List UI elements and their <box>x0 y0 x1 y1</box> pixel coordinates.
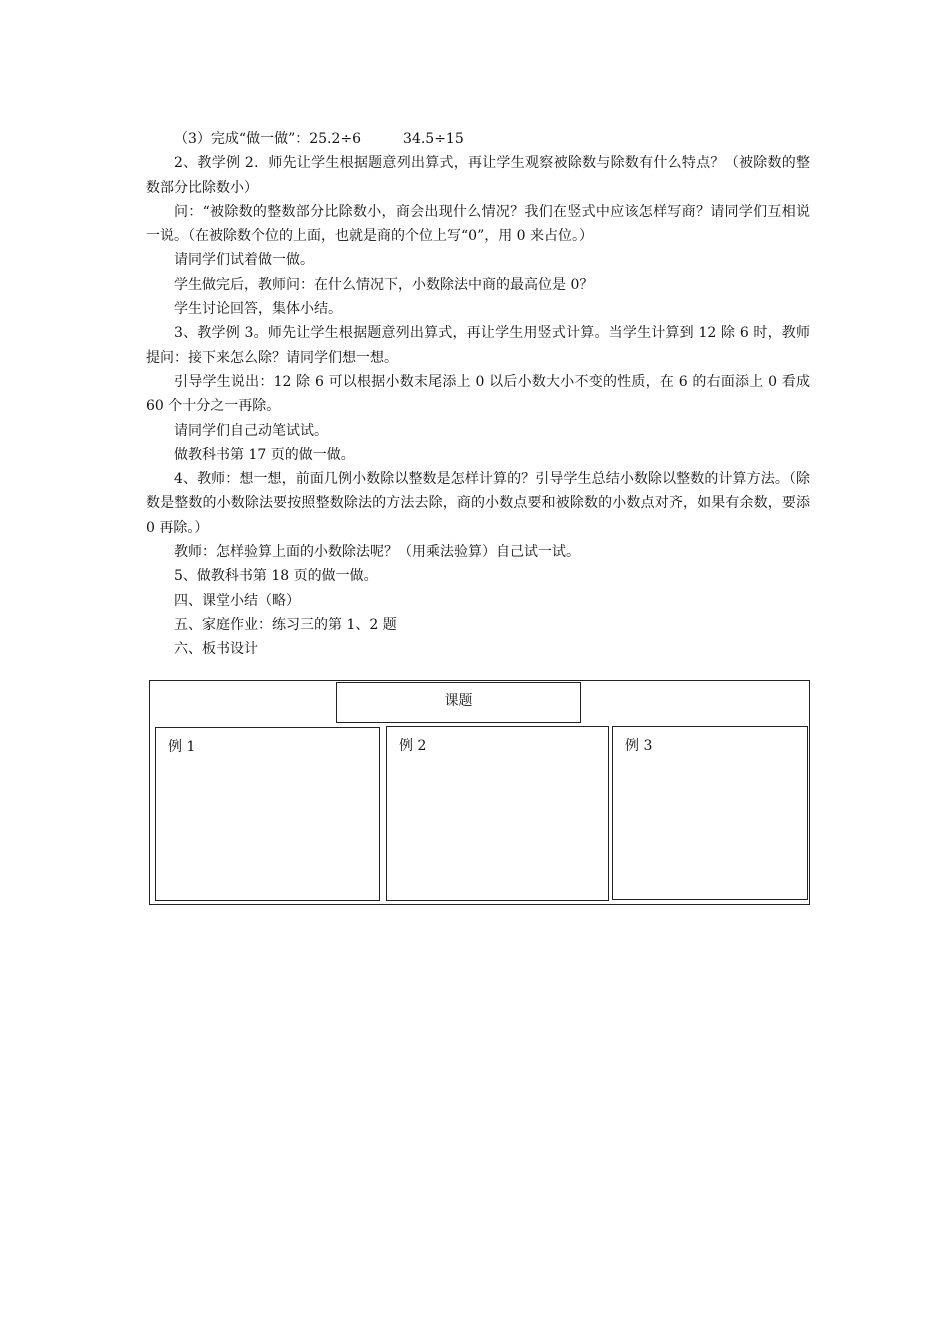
lesson-body <box>146 127 810 662</box>
board-example-3 <box>612 726 808 900</box>
paragraph-exercise-3: （3）完成“做一做”：25.2÷6 34.5÷15 <box>174 131 464 147</box>
paragraph-example-3: 3、教学例 3。师先让学生根据题意列出算式，再让学生用竖式计算。当学生计算到 12 除 6 时，教师提问：接下来怎么除？请同学们想一想。 <box>146 325 810 366</box>
board-example-3-label: 例 3 <box>625 738 653 754</box>
heading-class-summary: 四、课堂小结（略） <box>174 592 300 609</box>
paragraph-example-2: 2、教学例 2．师先让学生根据题意列出算式，再让学生观察被除数与除数有什么特点？（被除数的整数部分比除数小） <box>146 155 810 196</box>
blackboard-design <box>149 680 810 905</box>
board-title: 课题 <box>336 682 581 723</box>
paragraph-self-try: 请同学们自己动笔试试。 <box>174 422 328 439</box>
paragraph-discussion: 学生讨论回答，集体小结。 <box>174 301 342 318</box>
heading-board-design: 六、板书设计 <box>174 641 258 658</box>
paragraph-summary-method: 4、教师：想一想，前面几例小数除以整数是怎样计算的？引导学生总结小数除以整数的计算方法。（除数是整数的小数除法要按照整数除法的方法去除，商的小数点要和被除数的小数点对齐，如果有余数，要添 0 再除。） <box>146 471 810 536</box>
paragraph-teacher-ask: 学生做完后，教师问：在什么情况下，小数除法中商的最高位是 0？ <box>174 276 594 293</box>
paragraph-guide: 引导学生说出：12 除 6 可以根据小数末尾添上 0 以后小数大小不变的性质，在 6 的右面添上 0 看成 60 个十分之一再除。 <box>146 373 810 415</box>
board-example-1-label: 例 1 <box>168 739 196 755</box>
paragraph-textbook-18: 5、做教科书第 18 页的做一做。 <box>174 568 378 585</box>
paragraph-question: 问：“被除数的整数部分比除数小，商会出现什么情况？我们在竖式中应该怎样写商？请同学们互相说一说。（在被除数个位的上面，也就是商的个位上写“0”，用 0 来占位。） <box>146 203 810 245</box>
paragraph-try: 请同学们试着做一做。 <box>174 252 314 269</box>
paragraph-verify: 教师：怎样验算上面的小数除法呢？（用乘法验算）自己试一试。 <box>174 544 580 561</box>
paragraph-textbook-17: 做教科书第 17 页的做一做。 <box>174 446 355 463</box>
heading-homework: 五、家庭作业：练习三的第 1、2 题 <box>174 616 397 633</box>
board-example-2 <box>386 726 609 901</box>
board-example-1 <box>155 727 380 901</box>
board-example-2-label: 例 2 <box>399 738 427 754</box>
